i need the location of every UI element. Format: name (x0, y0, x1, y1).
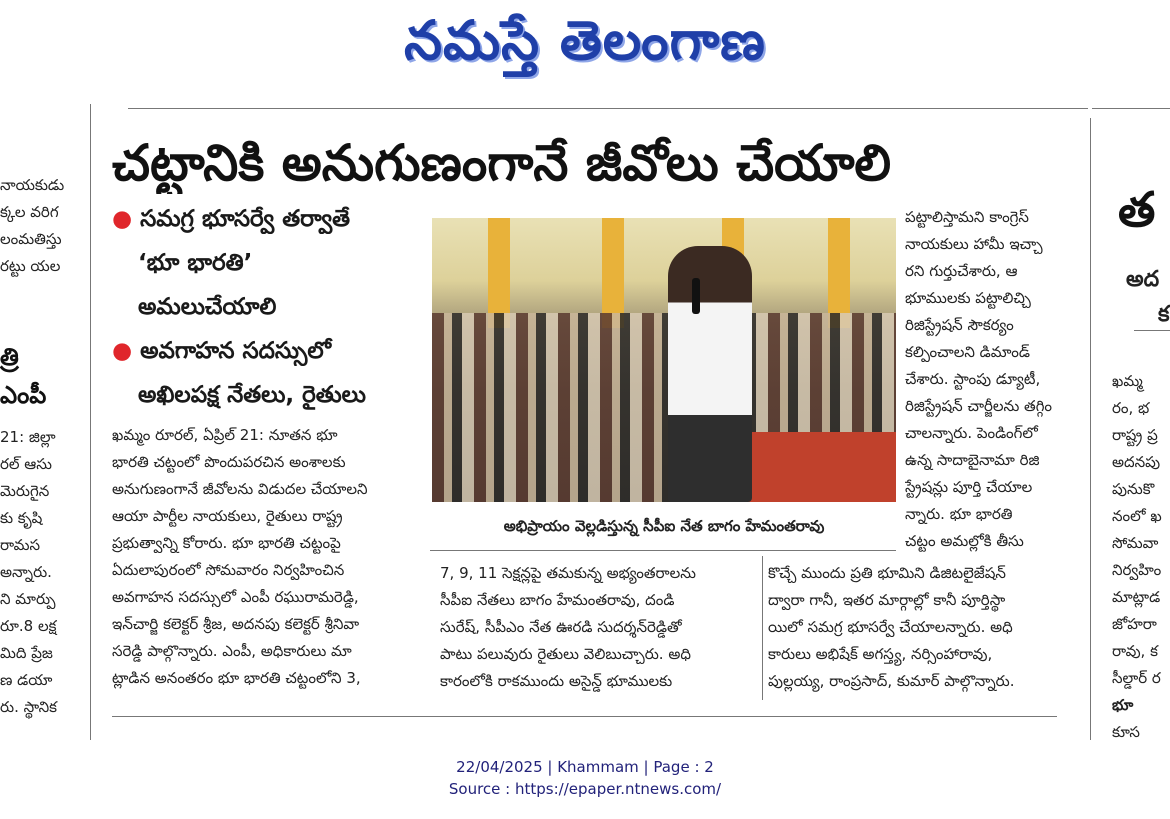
text-line: ని మార్పు (0, 590, 56, 608)
text-line: న్నారు. భూ భారతి (905, 505, 1013, 523)
right-article-subhead: అద (1126, 267, 1160, 292)
right-column-body (1112, 368, 1170, 740)
bullet-line: అఖిలపక్ష నేతలు, రైతులు (138, 382, 366, 408)
bullet-dot-icon: ● (112, 206, 133, 232)
bullet-point-2 (112, 336, 412, 424)
text-line: సురేష్, సీపీఎం నేత ఊరడి సుదర్శన్‌రెడ్డితో (440, 618, 682, 636)
text-line: రం, భ (1112, 399, 1150, 417)
text-line: చేశారు. స్టాంపు డ్యూటీ, (905, 370, 1041, 388)
column-divider-mid (762, 556, 763, 700)
right-article-subhead-2: క (1158, 302, 1170, 327)
text-line: 21: జిల్లా (0, 428, 56, 446)
microphone-icon (692, 278, 700, 314)
text-line: కారులు అభిషేక్ అగస్త్య, నర్సింహారావు, (768, 645, 993, 663)
text-line: పుల్లయ్య, రాంప్రసాద్, కుమార్ పాల్గొన్నారు. (768, 672, 1015, 690)
text-line: రావు, క (1112, 642, 1158, 660)
article-photo (432, 218, 896, 502)
text-line: రూ.8 లక్ష (0, 617, 57, 635)
text-line: ప్రభుత్వాన్ని కోరారు. భూ భారతి చట్టంపై (112, 534, 341, 552)
bullet-point-1 (112, 204, 412, 336)
top-rule (128, 108, 1088, 109)
text-line: ట్లాడిన అనంతరం భూ భారతి చట్టంలోని 3, (112, 669, 361, 687)
text-line: జోహరా (1112, 615, 1157, 633)
text-line: ఇన్‌చార్జి కలెక్టర్ శ్రీజ, అదనపు కలెక్టర్ శ్రీనివా (112, 615, 360, 633)
text-line: భూములకు పట్టాలిచ్చి (905, 289, 1031, 307)
article-column-1 (112, 422, 422, 718)
left-heading-1: త్రి (0, 343, 19, 371)
bullet-line (112, 336, 412, 366)
text-line: రిజిస్ట్రేషన్ సౌకర్యం (905, 316, 1014, 334)
photo-caption: అభిప్రాయం వెల్లడిస్తున్న సీపీఐ నేత బాగం హేమంతరావు (503, 517, 825, 535)
text-line: చట్టం అమల్లోకి తీసు (905, 532, 1024, 550)
photo-pillar (828, 218, 850, 328)
text-line: ణ డయా (0, 671, 53, 689)
left-heading-2: ఎంపీ (0, 381, 47, 409)
text-line: కూస (1112, 723, 1140, 740)
text-line: సీల్డార్ ర (1112, 669, 1161, 687)
text-line: నిర్వహిం (1112, 561, 1162, 579)
bullet-text: సమగ్ర భూసర్వే తర్వాతే (140, 206, 351, 232)
text-line: ఉన్న సాదాబైనామా రిజి (905, 451, 1040, 469)
right-article-headline: త (1118, 182, 1156, 238)
text-line: అదనపు (1112, 453, 1161, 471)
text-line: చాలన్నారు. పెండింగ్‌లో (905, 424, 1038, 442)
text-line: రట్టు యల (0, 257, 61, 275)
text-line: ఆయా పార్టీల నాయకులు, రైతులు రాష్ట్ర (112, 507, 343, 525)
text-line: అనుగుణంగానే జీవోలను విడుదల చేయాలని (112, 480, 368, 498)
bullet-text: అవగాహన సదస్సులో (140, 338, 331, 364)
masthead-logo: నమస్తే తెలంగాణ (404, 9, 766, 72)
bullet-line: ‘భూ భారతి’ (138, 250, 253, 276)
text-line: అవగాహన సదస్సులో ఎంపీ రఘురామరెడ్డి, (112, 588, 359, 606)
bullet-dot-icon: ● (112, 338, 133, 364)
text-line: రాష్ట్ర ప్ర (1112, 426, 1158, 444)
text-line: యిలో సమగ్ర భూసర్వే చేయాలన్నారు. అధి (768, 618, 1013, 636)
photo-speaker (668, 246, 752, 502)
photo-pillar (602, 218, 624, 328)
text-line: రిజిస్ట్రేషన్ చార్జీలను తగ్గిం (905, 397, 1053, 415)
text-line: పునుకొ (1112, 480, 1155, 498)
left-column-top (0, 172, 86, 292)
text-line: కొచ్చే ముందు ప్రతి భూమిని డిజిటలైజేషన్ (768, 564, 1006, 582)
left-column-body (0, 424, 86, 740)
text-line: అన్నారు. (0, 563, 52, 581)
text-line: రామస (0, 536, 40, 554)
article-column-2 (440, 560, 760, 700)
bullet-line: అమలుచేయాలి (138, 294, 277, 320)
text-line: రల్ ఆసు (0, 455, 52, 473)
text-line: కల్పించాలని డిమాండ్ (905, 343, 1030, 361)
right-sub-rule (1134, 330, 1170, 331)
next-article-teaser-right (870, 730, 980, 742)
text-line: సరెడ్డి పాల్గొన్నారు. ఎంపీ, అధికారులు మా (112, 642, 352, 660)
article-column-3 (905, 204, 1075, 556)
text-line: సీపీఐ నేతలు బాగం హేమంతరావు, దండి (440, 591, 675, 609)
text-line: నాయకులు హామీ ఇచ్చా (905, 235, 1043, 253)
text-line: ద్వారా గానీ, ఇతర మార్గాల్లో కానీ పూర్తిస్థా (768, 591, 1006, 609)
text-line: రని గుర్తుచేశారు, ఆ (905, 262, 1018, 280)
column-divider-right (1090, 118, 1091, 740)
text-line: నంలో ఖ (1112, 507, 1162, 525)
text-line: స్ట్రేషన్లు పూర్తి చేయాల (905, 478, 1033, 496)
text-line: మెరుగైన (0, 482, 50, 500)
photo-pillar (488, 218, 510, 328)
text-line: ఏదులాపురంలో సోమవారం నిర్వహించిన (112, 561, 345, 579)
text-line: మిది ప్రేజ (0, 644, 53, 662)
text-line: భారతి చట్టంలో పొందుపరచిన అంశాలకు (112, 453, 346, 471)
text-line: కారంలోకి రాకముందు అసైన్డ్ భూములకు (440, 672, 673, 690)
text-line: రు. స్థానిక (0, 698, 57, 716)
right-top-rule (1092, 108, 1170, 109)
text-line: సోమవా (1112, 534, 1159, 552)
caption-rule (430, 550, 896, 551)
column-divider-left (90, 104, 91, 740)
text-line: పట్టాలిస్తామని కాంగ్రెస్ (905, 208, 1029, 226)
text-line: ఖమ్మం రూరల్, ఏప్రిల్ 21: నూతన భూ (112, 426, 338, 444)
footer-date-line: 22/04/2025 | Khammam | Page : 2 (456, 758, 714, 776)
footer-source-link[interactable]: Source : https://epaper.ntnews.com/ (448, 780, 722, 798)
text-line: 7, 9, 11 సెక్షన్లపై తమకున్న అభ్యంతరాలను (440, 564, 696, 582)
text-line: పాటు పలువురు రైతులు వెలిబుచ్చారు. అధి (440, 645, 691, 663)
text-line: మాట్లాడ (1112, 588, 1161, 606)
text-line: లంమతిస్తు (0, 230, 62, 248)
next-article-teaser-left (246, 730, 326, 742)
text-line: నాయకుడు (0, 176, 65, 194)
bullet-line (112, 204, 412, 234)
text-line: ఖమ్మ (1112, 372, 1143, 390)
article-headline: చట్టానికి అనుగుణంగానే జీవోలు చేయాలి (112, 134, 892, 192)
text-line: భూ (1112, 696, 1134, 714)
page-footer (0, 756, 1170, 800)
text-line: క్కల వరిగ (0, 203, 59, 221)
article-column-4 (768, 560, 1074, 700)
photo-carpet (746, 432, 896, 502)
text-line: కు కృషి (0, 509, 43, 527)
